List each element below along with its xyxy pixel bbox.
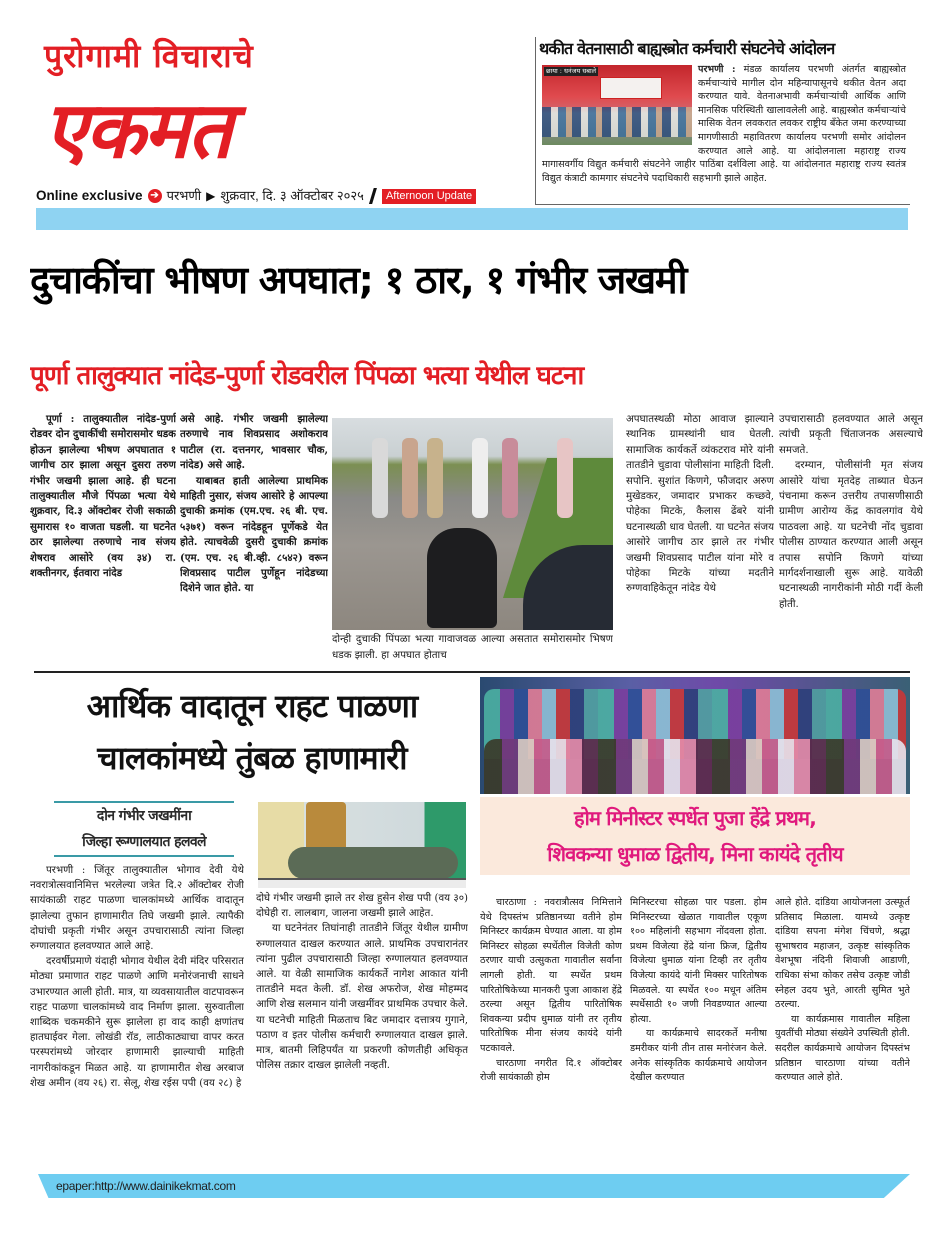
story3-col1-p1: चारठाणा : नवरात्रौत्सव निमित्ताने येथे दिपस्तंभ प्रतिष्ठानच्या वतीने होम मिनिस्टर कार्यक्रम घेण्यात आला. या होम मिनिस्टर सोहळा स्पर्धेतील विजेती कोण ठरणार याची उत्सुकता गावातील सर्वांना लागली होती. या स्पर्धेत प्रथम पारितोषिकेच्या मानकरी पुजा आकाश हेंद्रे ठरल्या असून द्वितीय पारितोषिक शिवकन्या प्रदीप धुमाळ यांनी तर तृतीय पारितोषिक मीना संजय कायंदे यांनी पटकावले. [480, 897, 622, 1054]
bystander [502, 438, 518, 518]
story2-subheadline [50, 803, 238, 855]
edition-badge: Afternoon Update [382, 189, 476, 204]
main-story-column-4 [779, 412, 923, 668]
hospital-photo [258, 802, 466, 888]
top-box-body-b: कार्यालय परभणी समोर आंदोलन करण्यात आले आहे. या आंदोलनाला महाराष्ट्र राज्य मागासवर्गीय विद्युत कर्मचारी संघटनेने जाहीर पाठिंबा दर्शविला आहे. या आंदोलनात महाराष्ट्र राज्य स्वतंत्र विद्युत कंत्राटी कामगार संघटनेचे पदाधिकारी सहभागी झाले आहेत. [542, 131, 906, 184]
top-box-headline: थकीत वेतनासाठी बाह्यस्त्रोत कर्मचारी संघटनेचे आंदोलन [539, 39, 835, 58]
protest-photo [542, 65, 692, 145]
protest-crowd [542, 107, 692, 137]
photo-credit: छाया : धनंजय धबाले [546, 67, 597, 75]
story3-col3-p2: या कार्यक्रमास गावातील महिला युवतींची मोठ्या संख्येने उपस्थिती होती. सदरील कार्यक्रमाचे आयोजन दिपस्तंभ प्रतिष्ठान चारठाणा यांच्या वतीने करण्यात आले होते. [775, 1013, 910, 1084]
story3-headline-line2: शिवकन्या धुमाळ द्वितीय, मिना कायंदे तृतीय [547, 842, 843, 866]
play-triangle-icon: ▶ [206, 189, 216, 203]
main-headline: दुचाकींचा भीषण अपघात; १ ठार, १ गंभीर जखमी [30, 258, 687, 302]
seated-row [484, 739, 906, 794]
story2-col1-p1: परभणी : जिंतूर तालुक्यातील भोगाव देवी येथे नवरात्रोत्सवानिमित्त भरलेल्या जत्रेत दि.२ ऑक्टोबर रोजी सायंकाळी राहट पाळणा चालकांमध्ये आर्थिक वादातून झालेल्या तुफान हाणामारीत तिघे जखमी झाले. त्यापैकी दोघांची प्रकृती गंभीर असून उपचारासाठी त्यांना जिल्हा रुग्णालयात हलवण्यात आले आहे. [30, 865, 244, 953]
home-minister-group-photo [480, 677, 910, 794]
dateline-bar [36, 187, 476, 205]
protest-banner [600, 77, 662, 99]
story2-headline [30, 680, 474, 788]
epaper-link[interactable]: epaper:http://www.dainikekmat.com [56, 1179, 236, 1193]
motorcycle [427, 528, 497, 628]
story2-col2-p1: दोघे गंभीर जखमी झाले तर शेख हुसेन शेख पपी (वय ३०) दोघेही रा. लालबाग, जालना जखमी झाले आहेत. [256, 893, 468, 920]
story2-column-1 [30, 863, 244, 1169]
story3-headline [480, 800, 910, 872]
story2-col2-p2: या घटनेनंतर तिघांनाही तातडीने जिंतूर येथील ग्रामीण रुग्णालयात दाखल करण्यात आले. प्राथमिक उपचारानंतर त्यांना पुढील उपचारासाठी जिल्हा रुग्णालयात हलवण्यात आले. या वेळी सामाजिक कार्यकर्ते नागेश आकात यांनी तातडीने मदत केली. डॉ. शेख अफरोज, शेख मोहम्मद आणि शेख सलमान यांनी जखमींवर प्राथमिक उपचार केले. या घटनेची माहिती मिळताच बिट जमादार दत्तात्रय गुगाने, पठाण व इतर पोलीस कर्मचारी रुग्णालयात दाखल झाले. मात्र, बातमी लिहिपर्यंत या प्रकरणी कोणतीही अधिकृत पोलिस तक्रार दाखल झालेली नव्हती. [256, 923, 468, 1072]
story3-column-1 [480, 896, 622, 1169]
story3-column-3 [775, 896, 910, 1169]
main-story-column-2 [180, 412, 328, 668]
masthead-tagline: पुरोगामी विचाराचे [44, 37, 254, 75]
top-box-body-a: मंडळ कार्यालय परभणी अंतर्गत बाह्यस्त्रोत कर्मचाऱ्यांचे मागील दोन महिन्यापासूनचे थकीत वेतन अदा करण्यात यावे. वेतनाअभावी कर्मचाऱ्यांची आर्थिक आणि मानसिक परिस्थिती खालावलेली आहे. बाह्यस्त्रोत कर्मचाऱ्यांचे मासिक वेतन लवकरात लवकर राष्ट्रीय बँकेत जमा करण्याच्या मागणीसाठी महावितरण [698, 64, 907, 143]
issue-date: शुक्रवार, दि. ३ ऑक्टोबर २०२५ [220, 188, 364, 203]
main-col4-p1: उपचारासाठी हलवण्यात आले असून त्यांची प्रकृती चिंताजनक असल्याचे समजते. [779, 414, 923, 456]
accident-photo-caption: दोन्ही दुचाकी पिंपळा भत्या गावाजवळ आल्या असतात समोरासमोर भिषण धडक झाली. हा अपघात होताच [332, 634, 613, 661]
story2-headline-line2: चालकांमध्ये तुंबळ हाणामारी [97, 739, 407, 777]
main-col4-p2: दरम्यान, पोलीसांनी मृत संजय आसोरे यांचा मृतदेह ताब्यात घेऊन पंचनामा करून उत्तरीय तपासणीसाठी ग्रामीण आरोग्य केंद्र कावलगांव येथे पाठवला आहे. या घटनेची नोंद चुडावा पोलीस ठाण्यात करण्यात आली असून तपास सपोनि किणगे यांच्या मार्गदर्शनाखाली सुरू आहे. यावेळी घटनास्थळी नागरीकांनी मोठी गर्दी केली होती. [779, 460, 923, 610]
bystander [557, 438, 573, 518]
city-label: परभणी [166, 188, 202, 203]
top-box-dateline: परभणी : [698, 64, 736, 75]
attendant [306, 802, 346, 852]
bystander [427, 438, 443, 518]
story3-col2-p2: या कार्यक्रमाचे सादरकर्ते मनीषा डमरीकर यांनी तीन तास मनोरंजन केले. अनेक सांस्कृतिक कार्यक्रमाचे आयोजन देखील करण्यात [630, 1028, 767, 1084]
story2-sub-line2: जिल्हा रूग्णालयात हलवले [82, 834, 206, 850]
main-story-column-1 [30, 412, 176, 668]
arrow-right-circle-icon: ➔ [148, 189, 162, 203]
accident-photo [332, 418, 613, 630]
story3-col2-p1: मिनिस्टरचा सोहळा पार पडला. होम मिनिस्टरच्या खेळात गावातील एकूण १०० महिलांनी सहभाग नोंदवला होता. प्रथम विजेत्या हेंद्रे यांना फ्रिज, द्वितीय विजेत्या धुमाळ यांना टिव्ही तर तृतीय विजेत्या कायंदे यांनी मिक्सर पारितोषक मिळवले. या स्पर्धेत १०० मधून अंतिम स्पर्धेसाठी १० जणी निवडण्यात आल्या होत्या. [630, 897, 767, 1025]
slash-divider-icon [369, 188, 377, 204]
story3-column-2 [630, 896, 767, 1169]
section-divider [34, 671, 910, 673]
story3-headline-line1: होम मिनीस्टर स्पर्धेत पुजा हेंद्रे प्रथम, [573, 806, 816, 830]
story3-col3-p1: आले होते. दांडिया आयोजनला उत्स्फूर्त प्रतिसाद मिळाला. यामध्ये उत्कृष्ट दांडिया सपना मंगेश चिंचणे, श्रद्धा सुभाषराव महाजन, उत्कृष्ट सांस्कृतिक वेशभूषा नंदिनी शिवाजी आडाणी, राधिका संभा कोकर तसेच उत्कृष्ट जोडी स्नेहल उदय भुते, आरती सुमित भुते ठरल्या. [775, 897, 910, 1011]
story2-col1-p2: दरवर्षीप्रमाणे यंदाही भोगाव येथील देवी मंदिर परिसरात मोठ्या प्रमाणात राहट पाळणे आणि मनोरंजनाची साधने उभारण्यात आली होती. मात्र, या व्यवसायातील वाटपावरून राहट पाळणा चालकांमध्ये वाद निर्माण झाला. सुरुवातीला शाब्दिक चकमकीने सुरू झालेला हा वाद काही क्षणांतच हातघाईवर गेला. लोखंडी रॉड, लाठीकाठ्याचा वापर करत परस्परांमध्ये जोरदार हाणामारी झाल्याची माहिती नागरीकांकडून मिळत आहे. या हाणामारीत शेख अरबाज शेख अमीन (वय २६) रा. सेलू, शेख रईस पपी (वय २८) हे [30, 956, 244, 1089]
top-box-frame [535, 37, 910, 205]
online-exclusive-label: Online exclusive [36, 188, 143, 203]
story2-sub-line1: दोन गंभीर जखमींना [96, 808, 192, 824]
main-col1-text: पूर्णा : तालुक्यातील नांदेड-पुर्णा रोडवर दोन दुचाकींची समोरासमोर धडक होऊन झालेल्या भीषण अपघातात १ जागीच ठार झाला असून दुसरा तरुण गंभीर जखमी झाला आहे. ही घटना तालुक्यातील मौजे पिंपळा भत्या येथे शुक्रवार, दि.३ ऑक्टोबर रोजी सकाळी सुमारास १० वाजता घडली. या घटनेत ठार झालेल्या तरुणाचे नाव संजय शेषराव आसोरे (वय ३४) रा. शक्तीनगर, ईतवारा नांदेड [30, 413, 176, 580]
newspaper-logo: एकमत [44, 85, 231, 176]
bystander [472, 438, 488, 518]
story2-column-2 [256, 891, 468, 1169]
main-story-column-3: अपघातस्थळी मोठा आवाज झाल्याने स्थानिक ग्रामस्थांनी धाव घेतली. सामाजिक कार्यकर्ते व्यंकटराव मोरे यांनी तातडीने चुडावा पोलीसांना माहिती दिली. सपोनि. सुशांत किणगे, फौजदार अरुण मुखेडकर, जमादार प्रभाकर कच्छवे, पोहेका मिटके, कैलास ढेंबरे यांनी घटनास्थळी धाव घेतली. या घटनेत संजय आसोरे जागीच ठार झाले तर गंभीर जखमी शिवप्रसाद पाटील यांना मोरे व पोहेका मिटके यांच्या मदतीने रुग्णवाहिकेतून नांदेड येथे [626, 414, 774, 595]
main-subheadline: पूर्णा तालुक्यात नांदेड-पुर्णा रोडवरील पिंपळा भत्या येथील घटना [30, 361, 584, 391]
bystander [372, 438, 388, 518]
story2-headline-line1: आर्थिक वादातून राहट पाळणा [86, 687, 418, 725]
injured-patient [288, 847, 458, 879]
main-col2-p2: याबाबत हाती आलेल्या प्राथमिक माहिती नुसार, संजय आसोरे हे आपल्या दुचाकी क्रमांक (एम.एच. २६ बी. एच. ५३७१) वरून नांदेडहून पूर्णेकडे येत होते. त्याचवेळी दुसरी दुचाकी क्रमांक (एम. एच. २६ बी.व्ही. ८५४२) वरून शिवप्रसाद पाटील पुर्णेहून नांदेडच्या दिशेने जात होते. या [180, 474, 328, 595]
bystander [402, 438, 418, 518]
header-divider-band [36, 208, 908, 230]
top-box-text [542, 63, 906, 185]
stretcher [258, 878, 466, 888]
main-col2-p1: असे आहे. गंभीर जखमी झालेल्या तरुणाचे नाव शिवप्रसाद अशोकराव पाटील (रा. दत्तनगर, भावसार चौक, नांदेड) असे आहे. [180, 413, 328, 472]
story3-col1-p2: चारठाणा नगरीत दि.१ ऑक्टोबर रोजी सायंकाळी होम [480, 1057, 622, 1084]
